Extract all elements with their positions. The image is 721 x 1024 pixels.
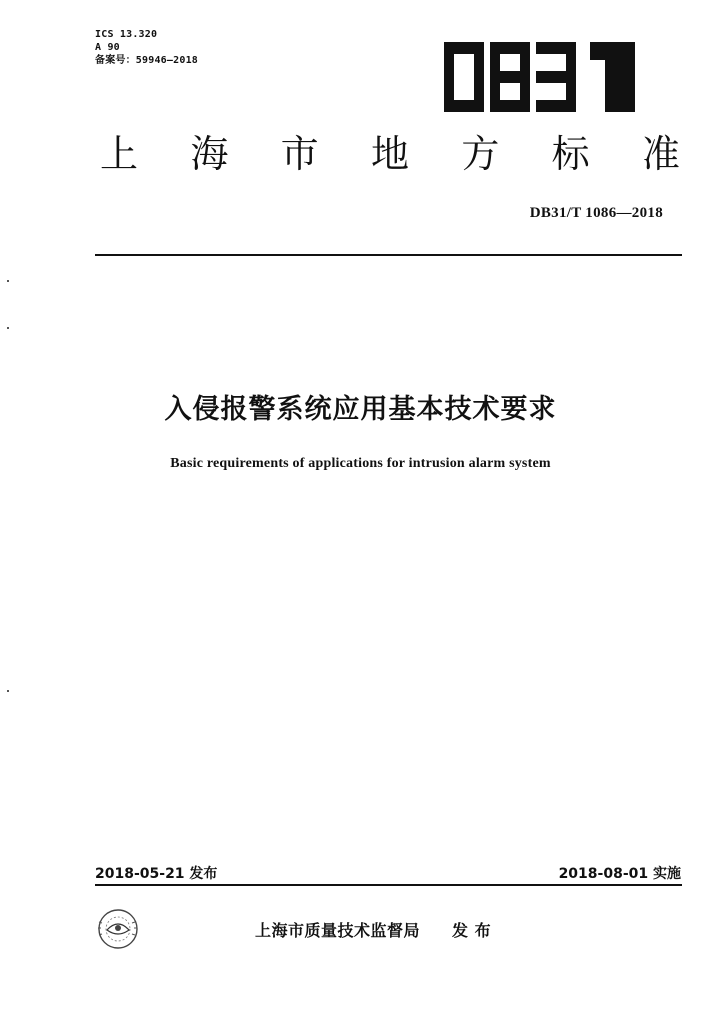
scan-mark: [7, 690, 9, 692]
title-english: Basic requirements of applications for intrusion alarm system: [170, 456, 551, 471]
standard-type-char: 上: [100, 132, 139, 176]
scan-mark: [7, 280, 9, 282]
release-date: 2018-05-21 发布: [95, 866, 218, 882]
classification-block: [95, 28, 198, 67]
ccs-code: A 90: [95, 42, 120, 53]
title-chinese: 入侵报警系统应用基本技术要求: [164, 394, 557, 425]
issuing-authority: [255, 918, 491, 941]
top-divider: [95, 254, 682, 256]
standard-type-char: 市: [280, 132, 319, 176]
implementation-date: 2018-08-01 实施: [558, 866, 681, 882]
issuer-name: 上海市质量技术监督局: [255, 921, 421, 940]
bottom-divider: [95, 884, 682, 886]
standard-type-char: 标: [551, 132, 590, 176]
standard-type-char: 方: [461, 132, 500, 176]
ics-code: ICS 13.320: [95, 29, 158, 40]
standard-type-char: 地: [370, 132, 409, 176]
standard-type-heading: [100, 128, 680, 180]
record-number: 备案号：59946—2018: [95, 55, 199, 66]
issue-action: 发 布: [452, 921, 492, 940]
standard-type-char: 准: [641, 132, 680, 176]
scan-mark: [7, 327, 9, 329]
seal-stamp: [93, 906, 143, 952]
standard-number: DB31/T 1086—2018: [529, 205, 663, 221]
db31-logo: [440, 40, 640, 114]
standard-type-char: 海: [190, 132, 229, 176]
